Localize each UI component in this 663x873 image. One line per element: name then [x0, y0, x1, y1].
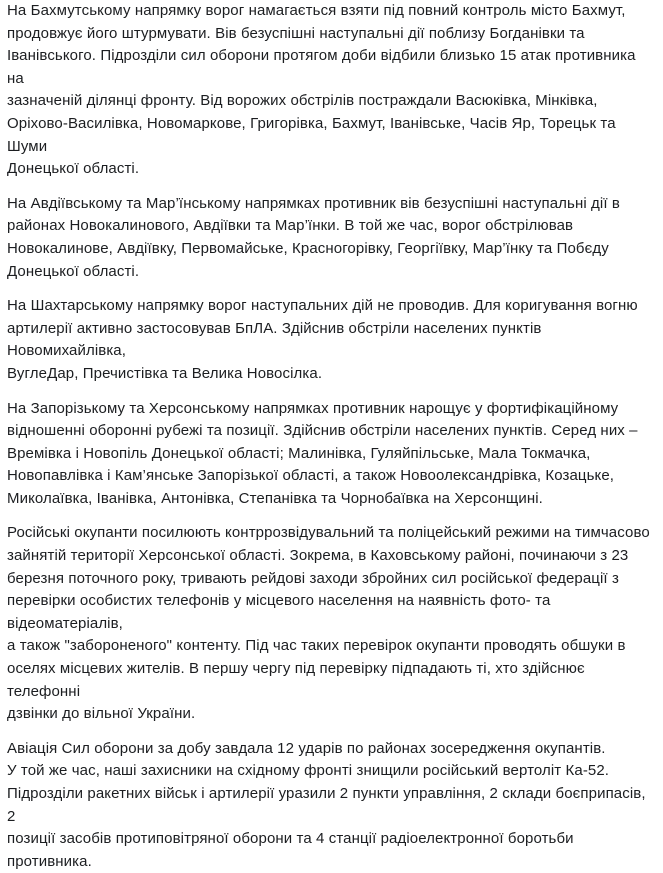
post-paragraph-shakhtarsk: На Шахтарському напрямку ворог наступальних дій не проводив. Для коригування вогню артилерії активно застосовував БпЛА. Здійснив обстріли населених пунктів Новомихайлівка, ВуглеДар, Пречистівка та Велика Новосілка. [7, 297, 638, 382]
post-paragraph-zaporizhzhia: На Запорізькому та Херсонському напрямках противник нарощує у фортифікаційному відношенні оборонні рубежі та позиції. Здійснив обстріли населених пунктів. Серед них – Времівка і Новопіль Донецької області; Малинівка, Гуляйпільське, Мала Токмачка, Новопавлівка і Кам’янське Запорізької області, а також Новоолександрівка, Козацьке, Миколаївка, Іванівка, Антонівка, Степанівка та Чорнобаївка на Херсонщині. [7, 399, 638, 507]
post-paragraph-avdiivka: На Авдіївському та Мар’їнському напрямках противник вів безуспішні наступальні дії в районах Новокалинового, Авдіївки та Мар’їнки. В той же час, ворог обстрілював Новокалинове, Авдіївку, Первомайське, Красногорівку, Георгіївку, Мар’їнку та Побєду Донецької області. [7, 194, 620, 280]
post-paragraph-aviation: Авіація Сил оборони за добу завдала 12 ударів по районах зосередження окупантів. У той же час, наші захисники на східному фронті знищили російський вертоліт Ка-52. Підрозділи ракетних військ і артилерії уразили 2 пункти управління, 2 склади боєприпасів, 2 позиції засобів протиповітряної оборони та 4 станції радіоелектронної боротьби противника. [7, 739, 646, 870]
post-paragraph-occupants: Російські окупанти посилюють контррозвідувальний та поліцейський режими на тимчасово зайнятій території Херсонської області. Зокрема, в Каховському районі, починаючи з 23 березня поточного року, тривають рейдові заходи збройних сил російської федерації з перевірки особистих телефонів у місцевого населення на наявність фото- та відеоматеріалів, а також "забороненого" контенту. Під час таких перевірок окупанти проводять обшуки в оселях місцевих жителів. В першу чергу під перевірку підпадають ті, хто здійснює телефонні дзвінки до вільної України. [7, 524, 650, 723]
post-paragraph-bakhmut: На Бахмутському напрямку ворог намагається взяти під повний контроль місто Бахмут, продовжує його штурмувати. Вів безуспішні наступальні дії поблизу Богданівки та Іванівського. Підрозділи сил оборони протягом доби відбили близько 15 атак противника на зазначеній ділянці фронту. Від ворожих обстрілів постраждали Васюківка, Мінківка, Оріхово-Василівка, Новомаркове, Григорівка, Бахмут, Іванівське, Часів Яр, Торецьк та Шуми Донецької області. [7, 2, 636, 178]
